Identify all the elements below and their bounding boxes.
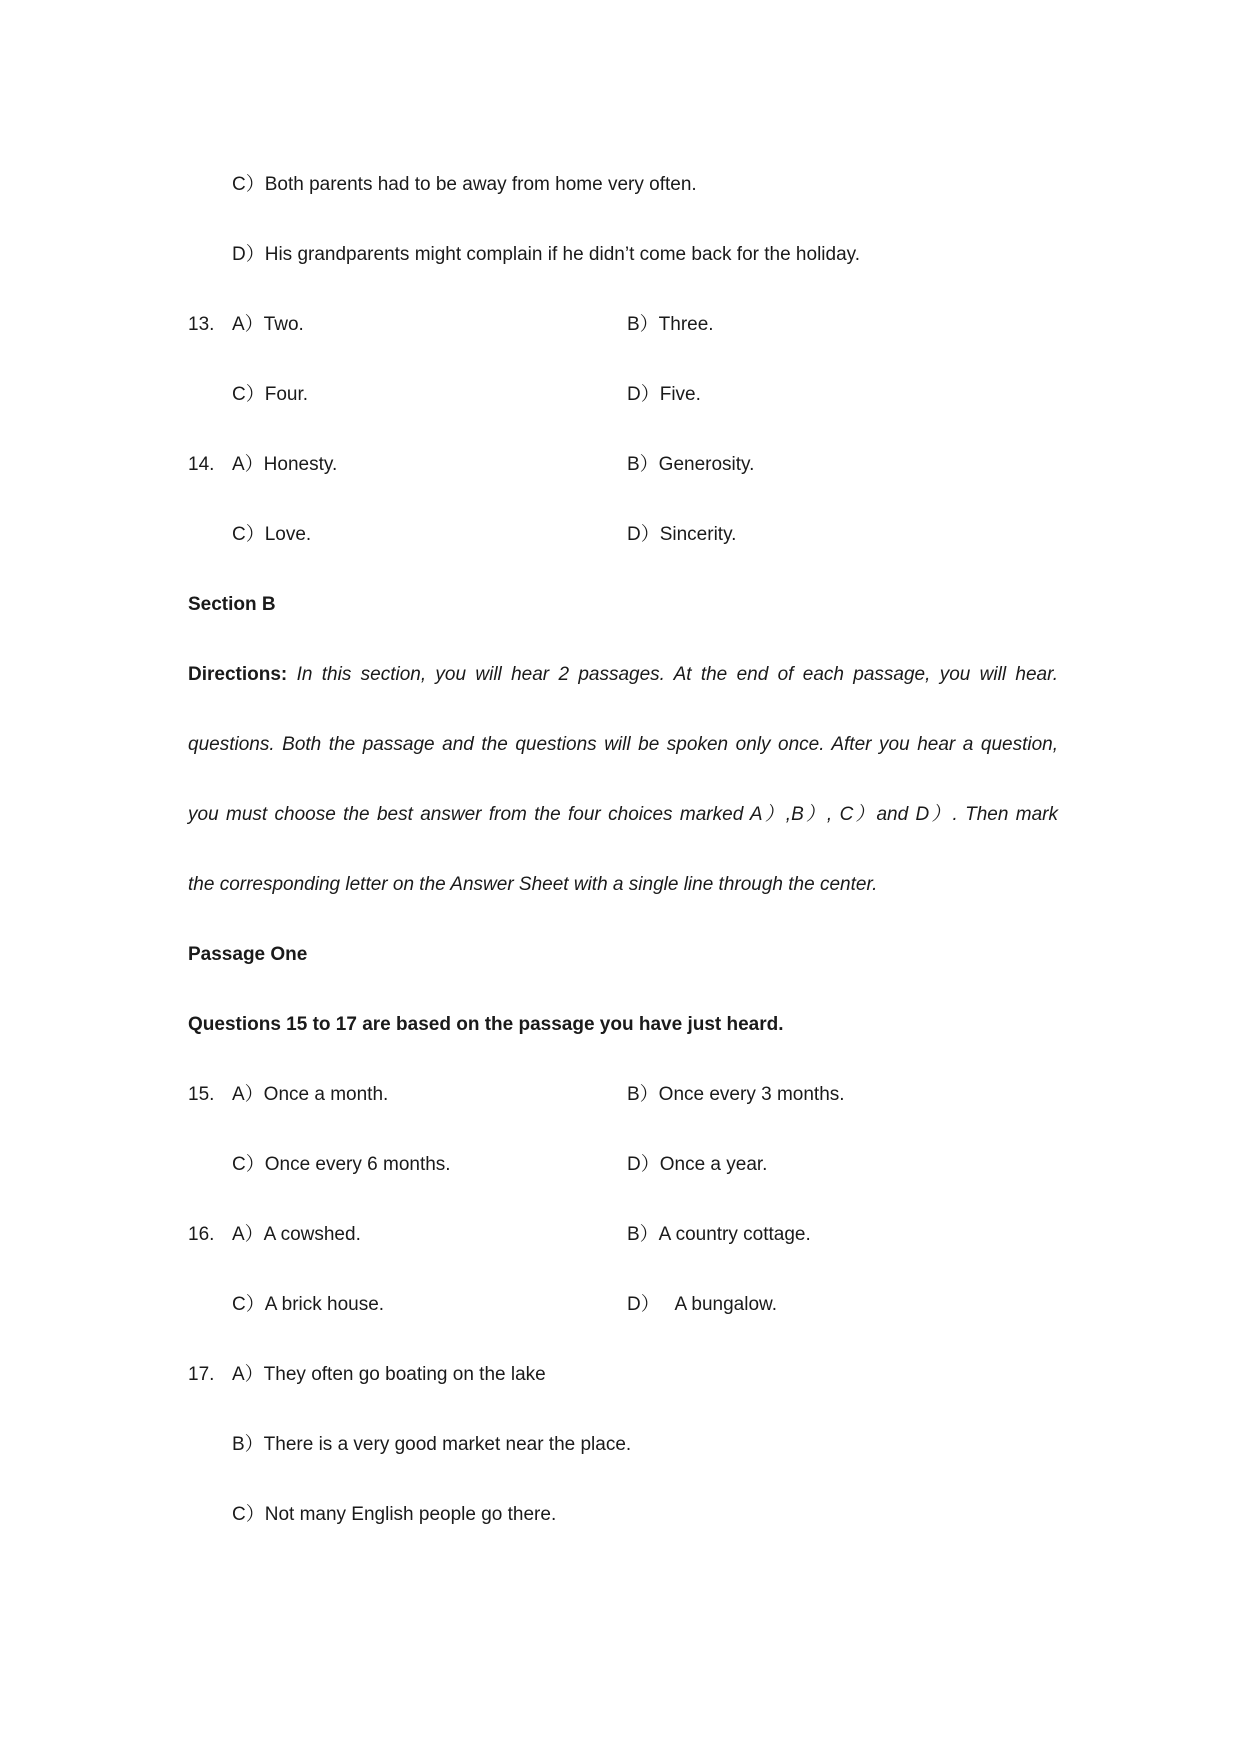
q15-row	[0, 1150, 1241, 1180]
questions-note: Questions 15 to 17 are based on the passage you have just heard.	[188, 1014, 784, 1035]
q17-option-c: C）Not many English people go there.	[232, 1504, 557, 1525]
question-number: 17.	[188, 1364, 215, 1385]
q17-row	[0, 1360, 1241, 1390]
q14-row	[0, 520, 1241, 550]
q13-option-c: C）Four.	[232, 384, 309, 405]
q16-option-b: B）A country cottage.	[627, 1224, 811, 1245]
directions-text: questions. Both the passage and the questions will be spoken only once. After you hear a question,	[188, 734, 1058, 755]
q15-row	[0, 1080, 1241, 1110]
q12-option-row	[0, 240, 1241, 270]
q15-option-c: C）Once every 6 months.	[232, 1154, 451, 1175]
q14-row	[0, 450, 1241, 480]
q14-option-a: A）Honesty.	[232, 454, 338, 475]
q17-option-a: A）They often go boating on the lake	[232, 1364, 546, 1385]
q12-option-d: D）His grandparents might complain if he didn’t come back for the holiday.	[232, 244, 861, 265]
q12-option-c: C）Both parents had to be away from home very often.	[232, 174, 697, 195]
directions-paragraph-line	[188, 660, 1058, 690]
directions-line	[0, 730, 1241, 760]
q16-row	[0, 1220, 1241, 1250]
question-number: 13.	[188, 314, 215, 335]
directions-line	[0, 660, 1241, 690]
questions-note-row	[0, 1010, 1241, 1040]
q15-option-b: B）Once every 3 months.	[627, 1084, 845, 1105]
directions-text: the corresponding letter on the Answer Sheet with a single line through the center.	[188, 874, 878, 895]
q15-option-a: A）Once a month.	[232, 1084, 389, 1105]
q13-row	[0, 310, 1241, 340]
q16-option-d: D） A bungalow.	[627, 1294, 777, 1315]
question-number: 15.	[188, 1084, 215, 1105]
q16-option-a: A）A cowshed.	[232, 1224, 361, 1245]
q14-option-c: C）Love.	[232, 524, 312, 545]
section-heading-row	[0, 590, 1241, 620]
directions-label: Directions:	[188, 664, 288, 685]
passage-heading: Passage One	[188, 944, 308, 965]
section-heading: Section B	[188, 594, 276, 615]
q16-option-c: C）A brick house.	[232, 1294, 385, 1315]
question-number: 14.	[188, 454, 215, 475]
q17-option-b: B）There is a very good market near the place.	[232, 1434, 632, 1455]
q17-row	[0, 1500, 1241, 1530]
q13-row	[0, 380, 1241, 410]
passage-heading-row	[0, 940, 1241, 970]
q13-option-a: A）Two.	[232, 314, 304, 335]
directions-line	[0, 870, 1241, 900]
directions-text: you must choose the best answer from the four choices marked A）,B）, C）and D）. Then mark	[188, 804, 1058, 825]
q16-row	[0, 1290, 1241, 1320]
q13-option-d: D）Five.	[627, 384, 701, 405]
q15-option-d: D）Once a year.	[627, 1154, 768, 1175]
q13-option-b: B）Three.	[627, 314, 714, 335]
q14-option-d: D）Sincerity.	[627, 524, 737, 545]
directions-text: In this section, you will hear 2 passages. At the end of each passage, you will hear.	[296, 664, 1058, 685]
directions-line	[0, 800, 1241, 830]
q17-row	[0, 1430, 1241, 1460]
q14-option-b: B）Generosity.	[627, 454, 755, 475]
question-number: 16.	[188, 1224, 215, 1245]
q12-option-row	[0, 170, 1241, 200]
